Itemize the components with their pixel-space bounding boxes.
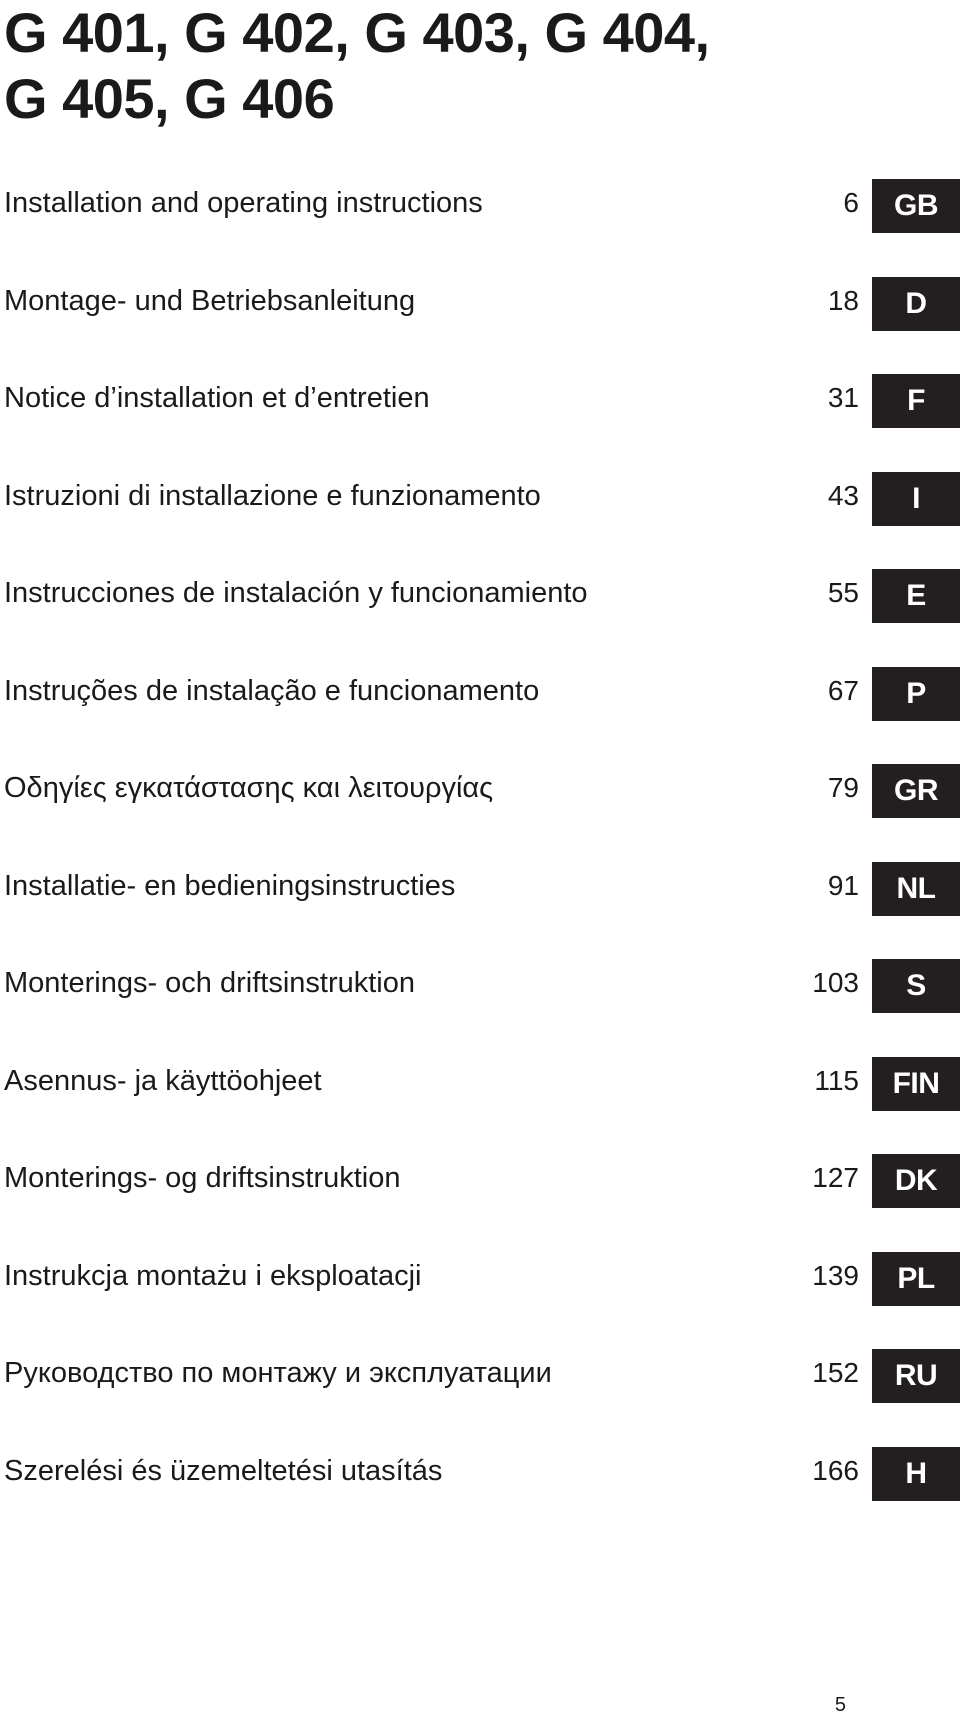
language-code-badge: E <box>872 569 960 623</box>
toc-entry-gb[interactable] <box>0 186 960 284</box>
toc-entry-gr[interactable] <box>0 771 960 869</box>
toc-entry-pl[interactable] <box>0 1259 960 1357</box>
toc-entry-p[interactable] <box>0 674 960 772</box>
language-code-badge: D <box>872 277 960 331</box>
entry-label: Monterings- och driftsinstruktion <box>4 967 415 999</box>
page-number: 5 <box>834 1694 846 1716</box>
entry-label: Notice d’installation et d’entretien <box>4 382 430 414</box>
toc-entry-dk[interactable] <box>0 1161 960 1259</box>
toc-entry-e[interactable] <box>0 576 960 674</box>
toc-entry-fin[interactable] <box>0 1064 960 1162</box>
entry-page-number: 43 <box>827 479 859 511</box>
entry-page-number: 166 <box>812 1454 859 1486</box>
entry-label: Monterings- og driftsinstruktion <box>4 1162 401 1194</box>
entry-page-number: 103 <box>812 967 859 998</box>
language-code-badge: H <box>872 1447 960 1501</box>
entry-label: Руководство по монтажу и эксплуатации <box>4 1357 552 1389</box>
entry-page-number: 139 <box>812 1259 859 1291</box>
language-code-badge: F <box>872 374 960 428</box>
toc-entry-ru[interactable] <box>0 1356 960 1454</box>
language-index <box>0 186 960 1551</box>
toc-entry-f[interactable] <box>0 381 960 479</box>
toc-entry-i[interactable] <box>0 479 960 577</box>
language-code-badge: DK <box>872 1154 960 1208</box>
toc-entry-s[interactable] <box>0 966 960 1064</box>
entry-page-number: 127 <box>812 1162 859 1193</box>
entry-page-number: 152 <box>812 1357 859 1388</box>
language-code-badge: S <box>872 959 960 1013</box>
entry-page-number: 79 <box>827 772 859 803</box>
language-code-badge: RU <box>872 1349 960 1403</box>
language-code-badge: P <box>872 667 960 721</box>
language-code-badge: PL <box>872 1252 960 1306</box>
language-code-badge: FIN <box>872 1057 960 1111</box>
toc-entry-h[interactable] <box>0 1454 960 1552</box>
title-line-1: G 401, G 402, G 403, G 404, <box>4 1 710 64</box>
language-code-badge: GB <box>872 179 960 233</box>
document-title <box>4 0 710 132</box>
entry-label: Istruzioni di installazione e funzionamento <box>4 479 541 512</box>
entry-label: Οδηγίες εγκατάστασης και λειτουργίας <box>4 772 494 804</box>
entry-label: Instruções de instalação e funcionamento <box>4 674 540 707</box>
toc-entry-nl[interactable] <box>0 869 960 967</box>
entry-page-number: 55 <box>827 577 859 608</box>
language-code-badge: I <box>872 472 960 526</box>
entry-page-number: 31 <box>827 382 859 413</box>
title-line-2: G 405, G 406 <box>4 67 335 130</box>
entry-label: Szerelési és üzemeltetési utasítás <box>4 1454 443 1487</box>
entry-page-number: 18 <box>827 284 859 316</box>
entry-label: Instrucciones de instalación y funcionamiento <box>4 577 588 609</box>
entry-page-number: 6 <box>843 187 859 218</box>
entry-label: Asennus- ja käyttöohjeet <box>4 1064 322 1097</box>
entry-label: Installation and operating instructions <box>4 187 483 219</box>
entry-page-number: 91 <box>827 869 859 901</box>
entry-label: Installatie- en bedieningsinstructies <box>4 869 456 902</box>
toc-entry-d[interactable] <box>0 284 960 382</box>
language-code-badge: GR <box>872 764 960 818</box>
entry-label: Montage- und Betriebsanleitung <box>4 284 416 317</box>
entry-label: Instrukcja montażu i eksploatacji <box>4 1259 422 1292</box>
language-code-badge: NL <box>872 862 960 916</box>
entry-page-number: 67 <box>827 674 859 706</box>
entry-page-number: 115 <box>814 1064 859 1096</box>
